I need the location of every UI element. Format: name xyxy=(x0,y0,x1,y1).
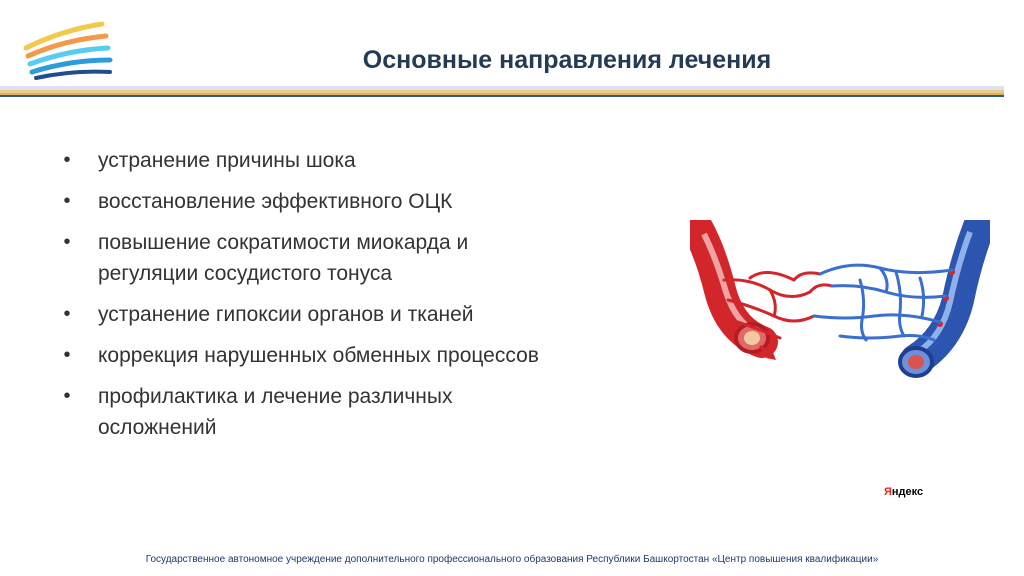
bullet-dot-icon: • xyxy=(63,149,71,171)
blood-vessels-capillary-network-icon xyxy=(690,220,990,395)
watermark-first-letter: Я xyxy=(884,486,892,498)
watermark-rest: ндекс xyxy=(891,486,924,498)
bullet-text: профилактика и лечение различных xyxy=(98,385,453,408)
title-rule xyxy=(0,86,1004,100)
slide-title: Основные направления лечения xyxy=(362,46,772,74)
footer-text: Государственное автономное учреждение дополнительного профессионального образования Республики Башкортостан «Центр повышения квалификации» xyxy=(145,554,879,565)
bullet-dot-icon: • xyxy=(63,231,71,253)
bullet-item xyxy=(60,186,700,217)
bullet-text: устранение гипоксии органов и тканей xyxy=(98,303,474,326)
bullet-text: устранение причины шока xyxy=(98,149,356,172)
bullet-item xyxy=(60,299,700,330)
bullet-item xyxy=(60,340,700,371)
book-pages-logo-icon xyxy=(22,20,114,82)
bullet-dot-icon: • xyxy=(63,190,71,212)
bullet-dot-icon: • xyxy=(63,385,71,407)
bullet-item xyxy=(60,381,700,443)
bullet-list xyxy=(60,145,700,453)
yandex-watermark xyxy=(884,486,923,498)
bullet-item xyxy=(60,145,700,176)
bullet-text: регуляции сосудистого тонуса xyxy=(98,262,393,285)
bullet-text: восстановление эффективного ОЦК xyxy=(98,190,453,213)
bullet-text: повышение сократимости миокарда и xyxy=(98,231,469,254)
bullet-text: осложнений xyxy=(98,416,217,439)
bullet-dot-icon: • xyxy=(63,303,71,325)
bullet-dot-icon: • xyxy=(63,344,71,366)
bullet-text: коррекция нарушенных обменных процессов xyxy=(98,344,539,367)
bullet-item xyxy=(60,227,700,289)
